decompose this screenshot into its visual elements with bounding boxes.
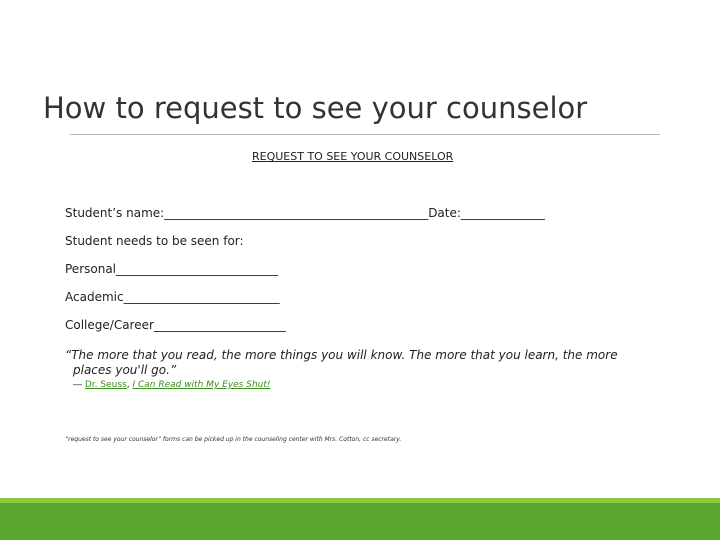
- college-career-line: College/Career______________________: [65, 318, 286, 332]
- student-name-line: Student’s name:____________________________________________Date:______________: [65, 206, 545, 220]
- academic-line: Academic__________________________: [65, 290, 280, 304]
- attribution-separator: ,: [126, 380, 133, 390]
- footnote: “request to see your counselor” forms can be picked up in the counseling center with Mrs. Cotton, cc secretary.: [65, 436, 402, 443]
- quote: [65, 348, 635, 378]
- page-title: How to request to see your counselor: [43, 91, 588, 126]
- quote-line-2: places you'll go.”: [73, 363, 177, 377]
- footer-bar: [0, 503, 720, 540]
- quote-attribution: [73, 380, 271, 390]
- title-divider: [70, 134, 660, 135]
- personal-line: Personal___________________________: [65, 262, 279, 276]
- book-link[interactable]: I Can Read with My Eyes Shut!: [132, 380, 271, 390]
- quote-line-1: “The more that you read, the more things you will know. The more that you learn, the more: [65, 348, 618, 362]
- form-heading: REQUEST TO SEE YOUR COUNSELOR: [252, 150, 454, 163]
- attribution-dash: ―: [73, 380, 85, 390]
- needs-label: Student needs to be seen for:: [65, 234, 244, 248]
- author-link[interactable]: Dr. Seuss: [84, 380, 127, 390]
